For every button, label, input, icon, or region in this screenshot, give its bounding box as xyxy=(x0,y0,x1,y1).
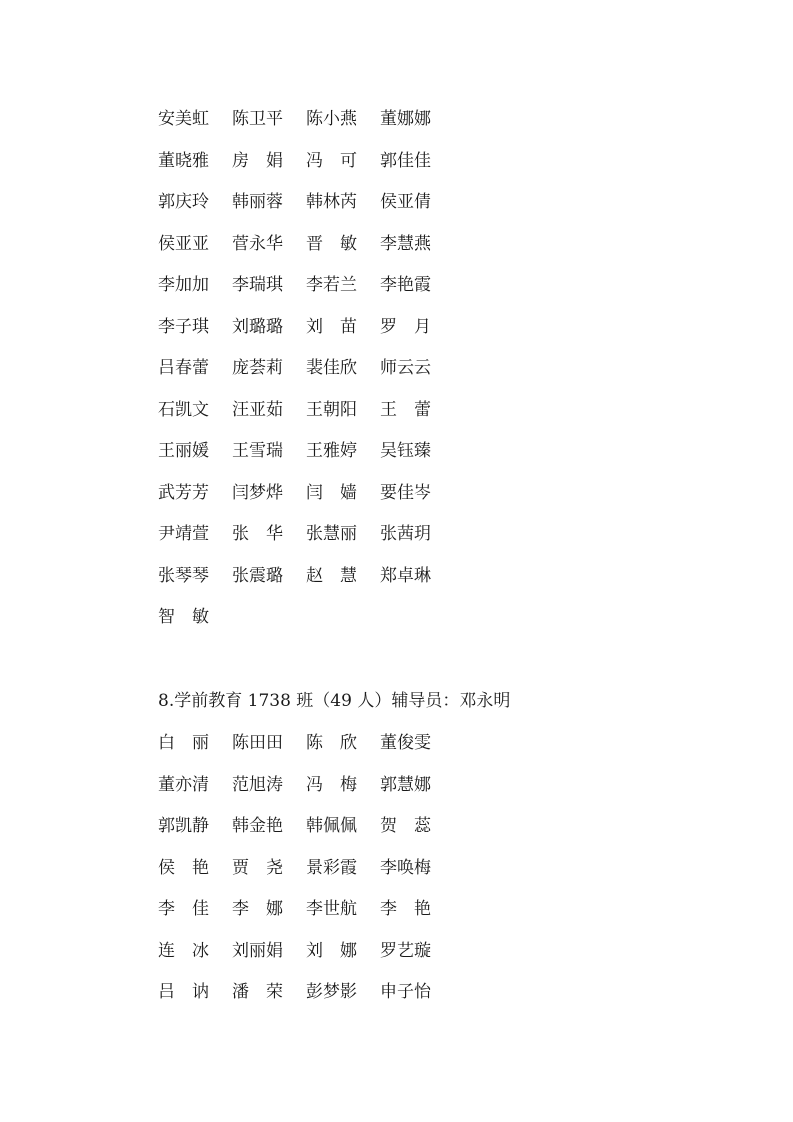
name-row xyxy=(158,969,454,1011)
name-row xyxy=(158,762,454,804)
student-name: 郑卓琳 xyxy=(380,565,431,586)
student-name: 李 艳 xyxy=(380,899,431,920)
student-name: 安美虹 xyxy=(158,109,209,130)
student-name: 韩丽蓉 xyxy=(232,192,283,213)
student-name: 陈卫平 xyxy=(232,109,283,130)
student-name: 李唤梅 xyxy=(380,857,431,878)
student-name: 申子怡 xyxy=(380,982,431,1003)
name-row xyxy=(158,304,454,346)
student-name: 范旭涛 xyxy=(232,774,283,795)
student-name: 郭凯静 xyxy=(158,816,209,837)
student-name: 王朝阳 xyxy=(306,399,357,420)
student-name: 吕 讷 xyxy=(158,982,209,1003)
student-name: 白 丽 xyxy=(158,733,209,754)
name-row xyxy=(158,845,454,887)
name-row xyxy=(158,221,454,263)
student-name: 晋 敏 xyxy=(306,233,357,254)
student-name: 董晓雅 xyxy=(158,150,209,171)
student-name: 张茜玥 xyxy=(380,524,431,545)
student-name: 李慧燕 xyxy=(380,233,431,254)
student-name: 李瑞琪 xyxy=(232,275,283,296)
student-name: 冯 梅 xyxy=(306,774,357,795)
student-name: 贺 蕊 xyxy=(380,816,431,837)
student-name: 郭慧娜 xyxy=(380,774,431,795)
name-row xyxy=(158,428,454,470)
name-row xyxy=(158,138,454,180)
student-name: 韩金艳 xyxy=(232,816,283,837)
student-name: 韩林芮 xyxy=(306,192,357,213)
student-name: 张震璐 xyxy=(232,565,283,586)
class-heading: 8.学前教育 1738 班（49 人）辅导员：邓永明 xyxy=(158,691,511,711)
name-row xyxy=(158,179,454,221)
name-row xyxy=(158,720,454,762)
student-name: 李若兰 xyxy=(306,275,357,296)
student-name: 连 冰 xyxy=(158,940,209,961)
student-name: 张琴琴 xyxy=(158,565,209,586)
student-name: 王雪瑞 xyxy=(232,441,283,462)
student-name: 闫 嫱 xyxy=(306,482,357,503)
student-name: 郭佳佳 xyxy=(380,150,431,171)
student-name: 王丽媛 xyxy=(158,441,209,462)
student-name: 吕春蕾 xyxy=(158,358,209,379)
student-name: 李艳霞 xyxy=(380,275,431,296)
student-name: 吴钰臻 xyxy=(380,441,431,462)
name-row xyxy=(158,803,454,845)
student-name: 李 佳 xyxy=(158,899,209,920)
student-name: 菅永华 xyxy=(232,233,283,254)
student-name: 尹靖萱 xyxy=(158,524,209,545)
student-name: 王雅婷 xyxy=(306,441,357,462)
name-row xyxy=(158,96,454,138)
student-name: 要佳岑 xyxy=(380,482,431,503)
name-row xyxy=(158,511,454,553)
student-name: 李 娜 xyxy=(232,899,283,920)
student-name: 董亦清 xyxy=(158,774,209,795)
name-list-b xyxy=(158,720,454,1011)
student-name: 汪亚茹 xyxy=(232,399,283,420)
student-name: 裴佳欣 xyxy=(306,358,357,379)
student-name: 彭梦影 xyxy=(306,982,357,1003)
student-name: 李加加 xyxy=(158,275,209,296)
student-name: 石凯文 xyxy=(158,399,209,420)
student-name: 王 蕾 xyxy=(380,399,431,420)
student-name: 冯 可 xyxy=(306,150,357,171)
name-row xyxy=(158,345,454,387)
student-name: 赵 慧 xyxy=(306,565,357,586)
student-name: 侯亚亚 xyxy=(158,233,209,254)
name-row xyxy=(158,470,454,512)
student-name: 罗 月 xyxy=(380,316,431,337)
student-name: 刘 娜 xyxy=(306,940,357,961)
student-name: 刘 苗 xyxy=(306,316,357,337)
name-row xyxy=(158,262,454,304)
name-row xyxy=(158,553,454,595)
student-name: 潘 荣 xyxy=(232,982,283,1003)
student-name: 陈田田 xyxy=(232,733,283,754)
student-name: 贾 尧 xyxy=(232,857,283,878)
student-name: 李世航 xyxy=(306,899,357,920)
name-row xyxy=(158,928,454,970)
name-row xyxy=(158,886,454,928)
student-name: 刘丽娟 xyxy=(232,940,283,961)
student-name: 董娜娜 xyxy=(380,109,431,130)
student-name: 智 敏 xyxy=(158,607,209,628)
student-name: 董俊雯 xyxy=(380,733,431,754)
student-name: 闫梦烨 xyxy=(232,482,283,503)
student-name: 侯亚倩 xyxy=(380,192,431,213)
student-name: 陈 欣 xyxy=(306,733,357,754)
student-name: 李子琪 xyxy=(158,316,209,337)
name-row xyxy=(158,387,454,429)
student-name: 罗艺璇 xyxy=(380,940,431,961)
student-name: 房 娟 xyxy=(232,150,283,171)
student-name: 景彩霞 xyxy=(306,857,357,878)
student-name: 武芳芳 xyxy=(158,482,209,503)
student-name: 刘璐璐 xyxy=(232,316,283,337)
student-name: 郭庆玲 xyxy=(158,192,209,213)
student-name: 张 华 xyxy=(232,524,283,545)
name-row xyxy=(158,594,454,636)
student-name: 师云云 xyxy=(380,358,431,379)
student-name: 侯 艳 xyxy=(158,857,209,878)
student-name: 庞荟莉 xyxy=(232,358,283,379)
name-list-a xyxy=(158,96,454,636)
student-name: 陈小燕 xyxy=(306,109,357,130)
student-name: 张慧丽 xyxy=(306,524,357,545)
student-name: 韩佩佩 xyxy=(306,816,357,837)
